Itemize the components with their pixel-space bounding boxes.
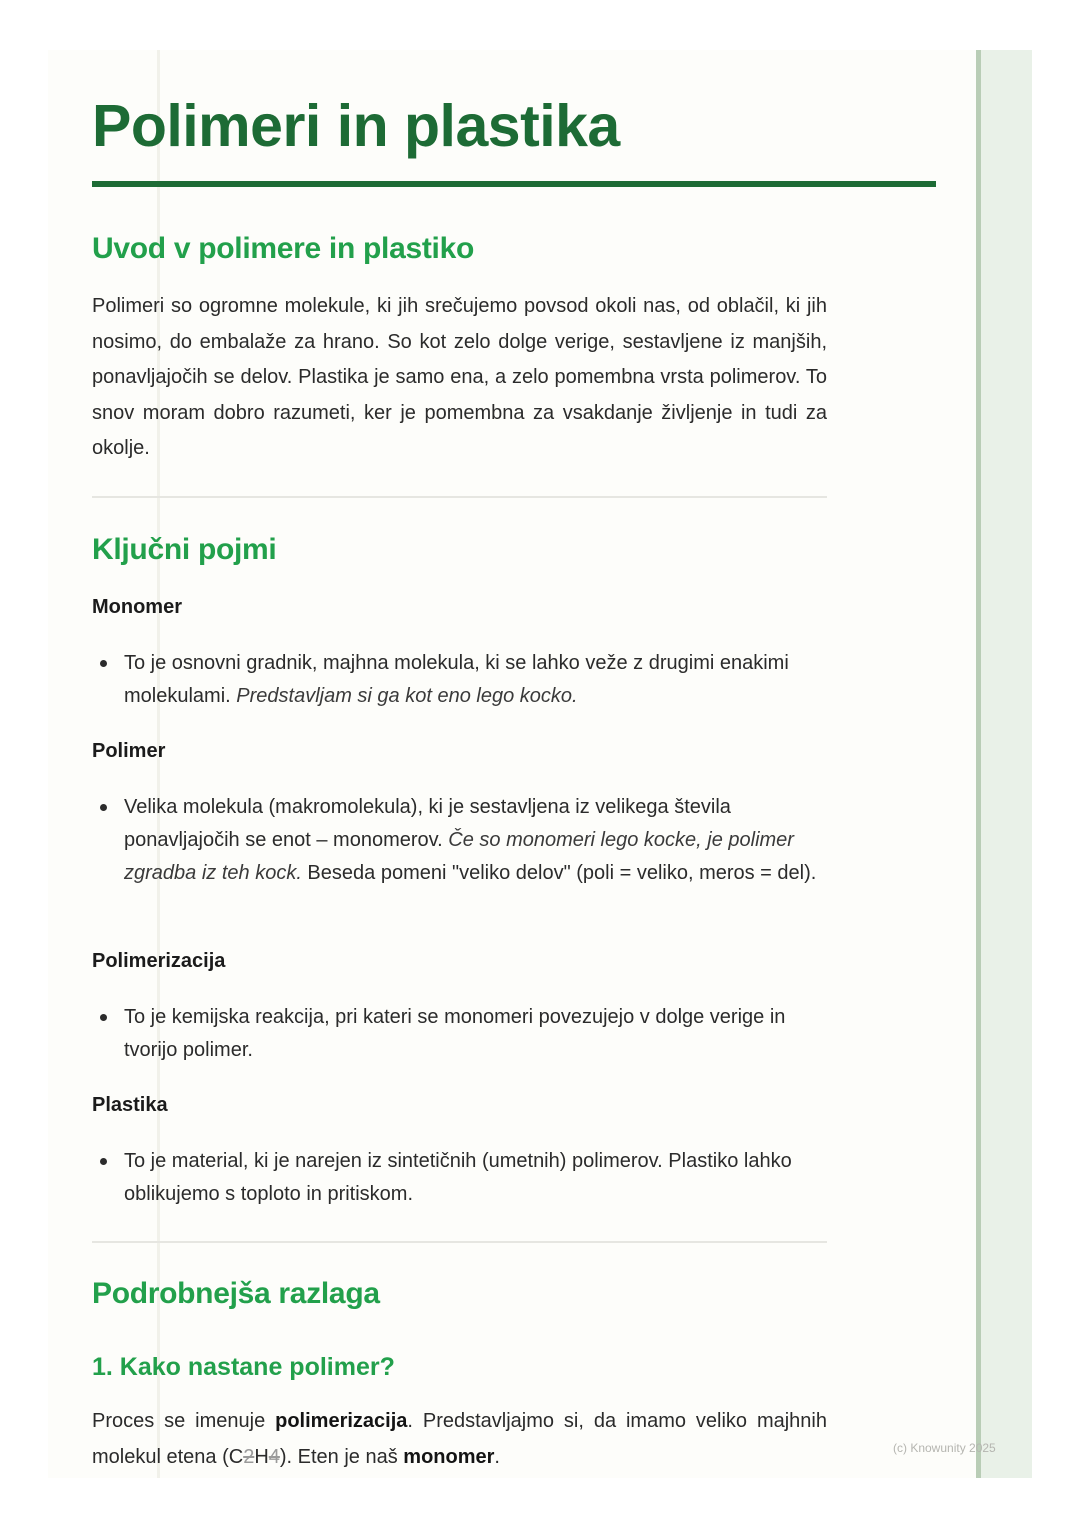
intro-paragraph: Polimeri so ogromne molekule, ki jih srečujemo povsod okoli nas, od oblačil, ki jih nosimo, do embalaže za hrano. So kot zelo dolge verige, sestavljene iz manjših, ponavljajočih se delov. Plastika je samo ena, a zelo pomembna vrsta polimerov. To snov moram dobro razumeti, ker je pomembna za vsakdanje življenje in tudi za okolje.	[92, 295, 827, 459]
side-panel	[976, 50, 1032, 1478]
bullet-icon	[100, 660, 107, 667]
section-divider	[92, 496, 827, 498]
side-panel-stripe	[976, 50, 981, 1478]
detail-heading: Podrobnejša razlaga	[92, 1277, 380, 1310]
term-polimer: Polimer	[92, 740, 166, 762]
detail-paragraph: Proces se imenuje polimerizacija. Predstavljajmo si, da imamo veliko majhnih molekul etena (C2H4). Eten je naš monomer.	[92, 1410, 827, 1468]
term-plastika-definition: To je material, ki je narejen iz sintetičnih (umetnih) polimerov. Plastiko lahko oblikujemo s toploto in pritiskom.	[92, 1145, 827, 1211]
key-terms-heading: Ključni pojmi	[92, 533, 277, 566]
term-monomer: Monomer	[92, 596, 182, 618]
term-plastika: Plastika	[92, 1094, 168, 1116]
detail-subheading: 1. Kako nastane polimer?	[92, 1353, 395, 1381]
bullet-icon	[100, 1158, 107, 1165]
term-polimerizacija-definition: To je kemijska reakcija, pri kateri se monomeri povezujejo v dolge verige in tvorijo polimer.	[92, 1001, 827, 1067]
title-underline	[92, 181, 936, 187]
copyright-notice: (c) Knowunity 2025	[893, 1441, 996, 1455]
intro-heading: Uvod v polimere in plastiko	[92, 232, 474, 265]
term-polimerizacija: Polimerizacija	[92, 950, 226, 972]
bullet-icon	[100, 804, 107, 811]
bullet-icon	[100, 1014, 107, 1021]
page-title: Polimeri in plastika	[92, 93, 620, 159]
term-polimer-definition: Velika molekula (makromolekula), ki je sestavljena iz velikega števila ponavljajočih se enot – monomerov. Če so monomeri lego kocke, je polimer zgradba iz teh kock. Beseda pomeni "veliko delov" (poli = veliko, meros = del).	[92, 791, 827, 890]
term-monomer-definition: To je osnovni gradnik, majhna molekula, ki se lahko veže z drugimi enakimi molekulami. Predstavljam si ga kot eno lego kocko.	[92, 647, 827, 713]
section-divider	[92, 1241, 827, 1243]
